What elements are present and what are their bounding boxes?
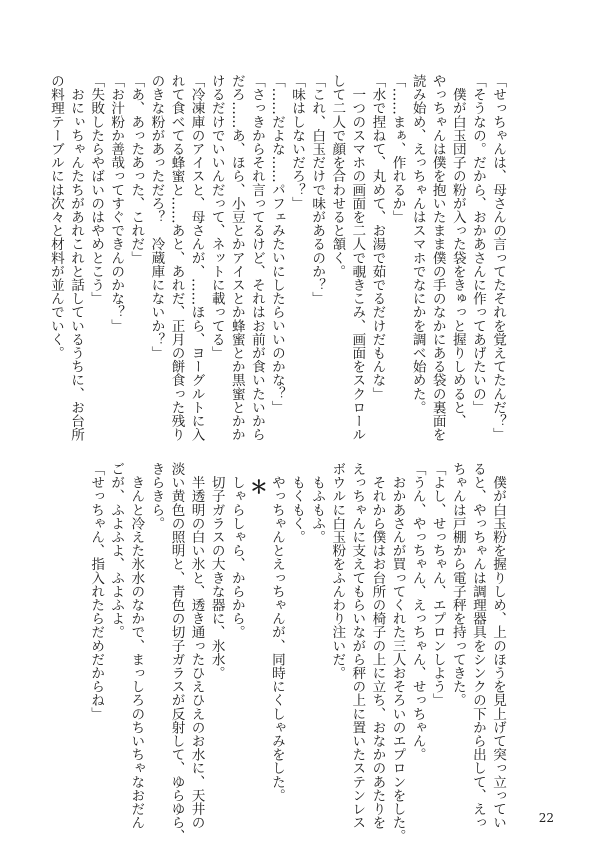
text-line: 「失敗したらやばいのはやめとこう」 [88,74,105,306]
text-line: おにぃちゃんたちがあれこれと話しているうちに、お台所 [68,74,85,442]
text-line: 「水で捏ねて、丸めて、お湯で茹でるだけだもんな」 [369,74,386,401]
text-line: えっちゃんに支えてもらいながら秤の上に置いたステンレス [349,462,366,830]
text-line: 淡い黄色の照明と、青色の切子ガラスが反射して、ゆらゆら、 [168,462,185,843]
text-line: 「……だよな……パフェみたいにしたらいいのかな？」 [268,74,285,414]
text-line: 僕が白玉団子の粉が入った袋をきゅっと握りしめると、 [449,74,466,428]
text-line: ちゃんは戸棚から電子秤を持ってきた。 [449,462,466,707]
text-line: ごが、ふよふよ、ふよふよ。 [108,462,125,639]
text-line: 「よし、せっちゃん、エプロンしよう」 [429,462,446,707]
text-line: 「せっちゃん、指入れたらだめだからね」 [88,462,105,721]
text-line: 「……まぁ、作れるか」 [389,74,406,224]
text-line: ると、やっちゃんは調理器具をシンクの下から出して、えっ [469,462,486,830]
text-line: しゃらしゃら、からから。 [228,462,245,639]
text-line: やっちゃんとえっちゃんが、同時にくしゃみをした。 [268,462,285,802]
text-line: けるだけでいいんだって、ネットに載ってる」 [208,74,225,360]
text-line: きらきら。 [148,462,165,530]
text-line: きんと冷えた氷水のなかで、まっしろのちいちゃなおだん [128,462,145,830]
text-line: 「うん、やっちゃん、えっちゃん、せっちゃん。 [409,462,426,762]
text-line: 「あ、あったあった、これだ」 [128,74,145,265]
text-line: 読み始め、えっちゃんはスマホでなにかを調べ始めた。 [409,74,426,414]
text-line: もふもふ。 [309,462,326,544]
text-line: それから僕はお台所の椅子の上に立ち、おなかのあたりを [369,462,386,830]
upper-text-tier [47,74,508,442]
text-line: 「味はしないだろ？」 [289,74,306,210]
text-line: れて食べてる蜂蜜と……あと、あれだ、正月の餅食った残り [168,74,185,442]
text-line: ボウルに白玉粉をふんわり注いだ。 [329,462,346,680]
text-line: もくもく。 [289,462,306,544]
text-line: 僕が白玉粉を握りしめ、上のほうを見上げて突っ立ってい [490,462,506,830]
text-line: 切子ガラスの大きな器に、氷水。 [208,462,225,680]
text-line: やっちゃんは僕を抱いたまま僕の手のなかにある袋の裏面を [429,74,446,442]
text-line: の料理テーブルには次々と材料が並んでいく。 [47,74,64,360]
text-line: して二人で顔を合わせると頷く。 [329,74,346,278]
text-line: 「お汁粉か善哉ってすぐできんのかな？」 [108,74,125,333]
section-break-asterisk: ＊ [246,478,268,496]
text-line: 「そうなの。だから、おかあさんに作ってあげたいの」 [469,74,486,414]
text-line: 「冷凍庫のアイスと、母さんが、……ほら、ヨーグルトに入 [188,74,205,442]
text-line: だろ……あ、ほら、小豆とかアイスとか蜂蜜とか黒蜜とかか [228,74,245,442]
text-line: 「せっちゃんは、母さんの言ってたそれを覚えてたんだ？」 [490,74,506,442]
text-line: 半透明の白い氷と、透き通ったひえひえのお水に、天井の [188,462,205,830]
lower-text-tier [88,462,508,843]
text-line: 「これ、白玉だけで味があるのか？」 [309,74,326,306]
page-number: 22 [538,811,554,825]
text-line: のきな粉があっただろ？ 冷蔵庫にないか？」 [148,74,165,360]
text-line: おかあさんが買ってくれた三人おそろいのエプロンをした。 [389,462,406,843]
text-line: 「さっきからそれ言ってるけど、それはお前が食いたいから [248,74,265,442]
text-line: 一つのスマホの画面を二人で覗きこみ、画面をスクロール [349,74,366,442]
